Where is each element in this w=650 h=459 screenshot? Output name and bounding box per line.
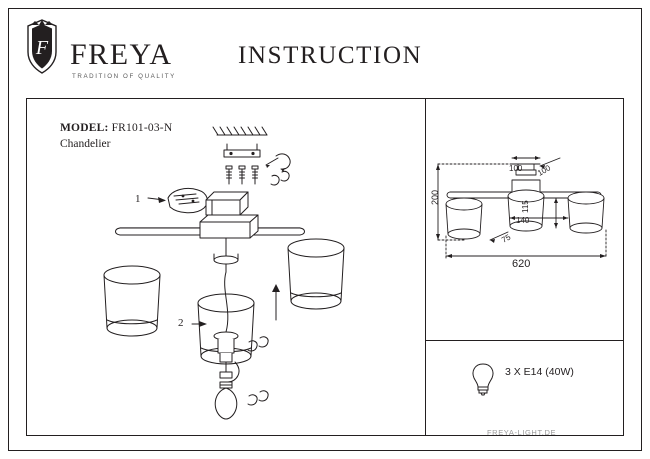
- panel-divider-horizontal: [425, 340, 624, 341]
- dim-label-140: 140: [516, 216, 530, 225]
- wall-anchor-pair: [271, 171, 289, 185]
- callout-leader-2: [192, 321, 207, 327]
- dim-label-200: 200: [430, 189, 440, 205]
- center-stem: [214, 238, 238, 272]
- callout-leader-1: [148, 197, 166, 203]
- brand-logo: [22, 18, 212, 80]
- shade-left: [104, 266, 160, 336]
- fastener-set: [226, 166, 258, 184]
- brand-name: FREYA: [70, 38, 173, 71]
- mounting-bar: [224, 144, 260, 157]
- dim-label-620: 620: [512, 258, 531, 270]
- model-label: MODEL:: [60, 122, 109, 134]
- dim-shade-right: [568, 192, 604, 233]
- ceiling-hatch-icon: [213, 127, 267, 135]
- svg-text:F: F: [35, 37, 49, 59]
- shade-right: [288, 239, 344, 309]
- dim-label-115: 115: [521, 200, 530, 213]
- bulb-icon: [468, 360, 498, 398]
- bulb-icon-assembly: [215, 382, 237, 419]
- dim-label-75: 75: [500, 232, 513, 245]
- callout-label-2: 2: [178, 317, 184, 329]
- product-type: Chandelier: [60, 138, 111, 150]
- chandelier-arm: [116, 215, 305, 238]
- brand-tagline: TRADITION OF QUALITY: [72, 73, 176, 80]
- dim-line-100-width: [512, 156, 540, 160]
- lamp-spec-label: 3 X E14 (40W): [505, 366, 574, 378]
- page-title: INSTRUCTION: [238, 42, 423, 69]
- assembly-arrow-up: [272, 284, 280, 320]
- dim-label-100-diameter: 100: [536, 163, 553, 178]
- dim-line-115: [554, 198, 558, 228]
- panel-divider-vertical: [425, 98, 426, 436]
- freya-crest-icon: [22, 18, 62, 76]
- canopy-box: [206, 192, 248, 215]
- callout-label-1: 1: [135, 193, 141, 205]
- website-label: FREYA-LIGHT.DE: [487, 428, 557, 437]
- assembly-diagram: [100, 110, 425, 435]
- cable: [225, 272, 239, 382]
- mounting-plate: [168, 188, 207, 212]
- dim-shade-left: [446, 198, 482, 239]
- dim-label-100-top: 100: [509, 164, 523, 173]
- model-value: FR101-03-N: [111, 122, 173, 134]
- assembly-arrows-top: [266, 154, 290, 172]
